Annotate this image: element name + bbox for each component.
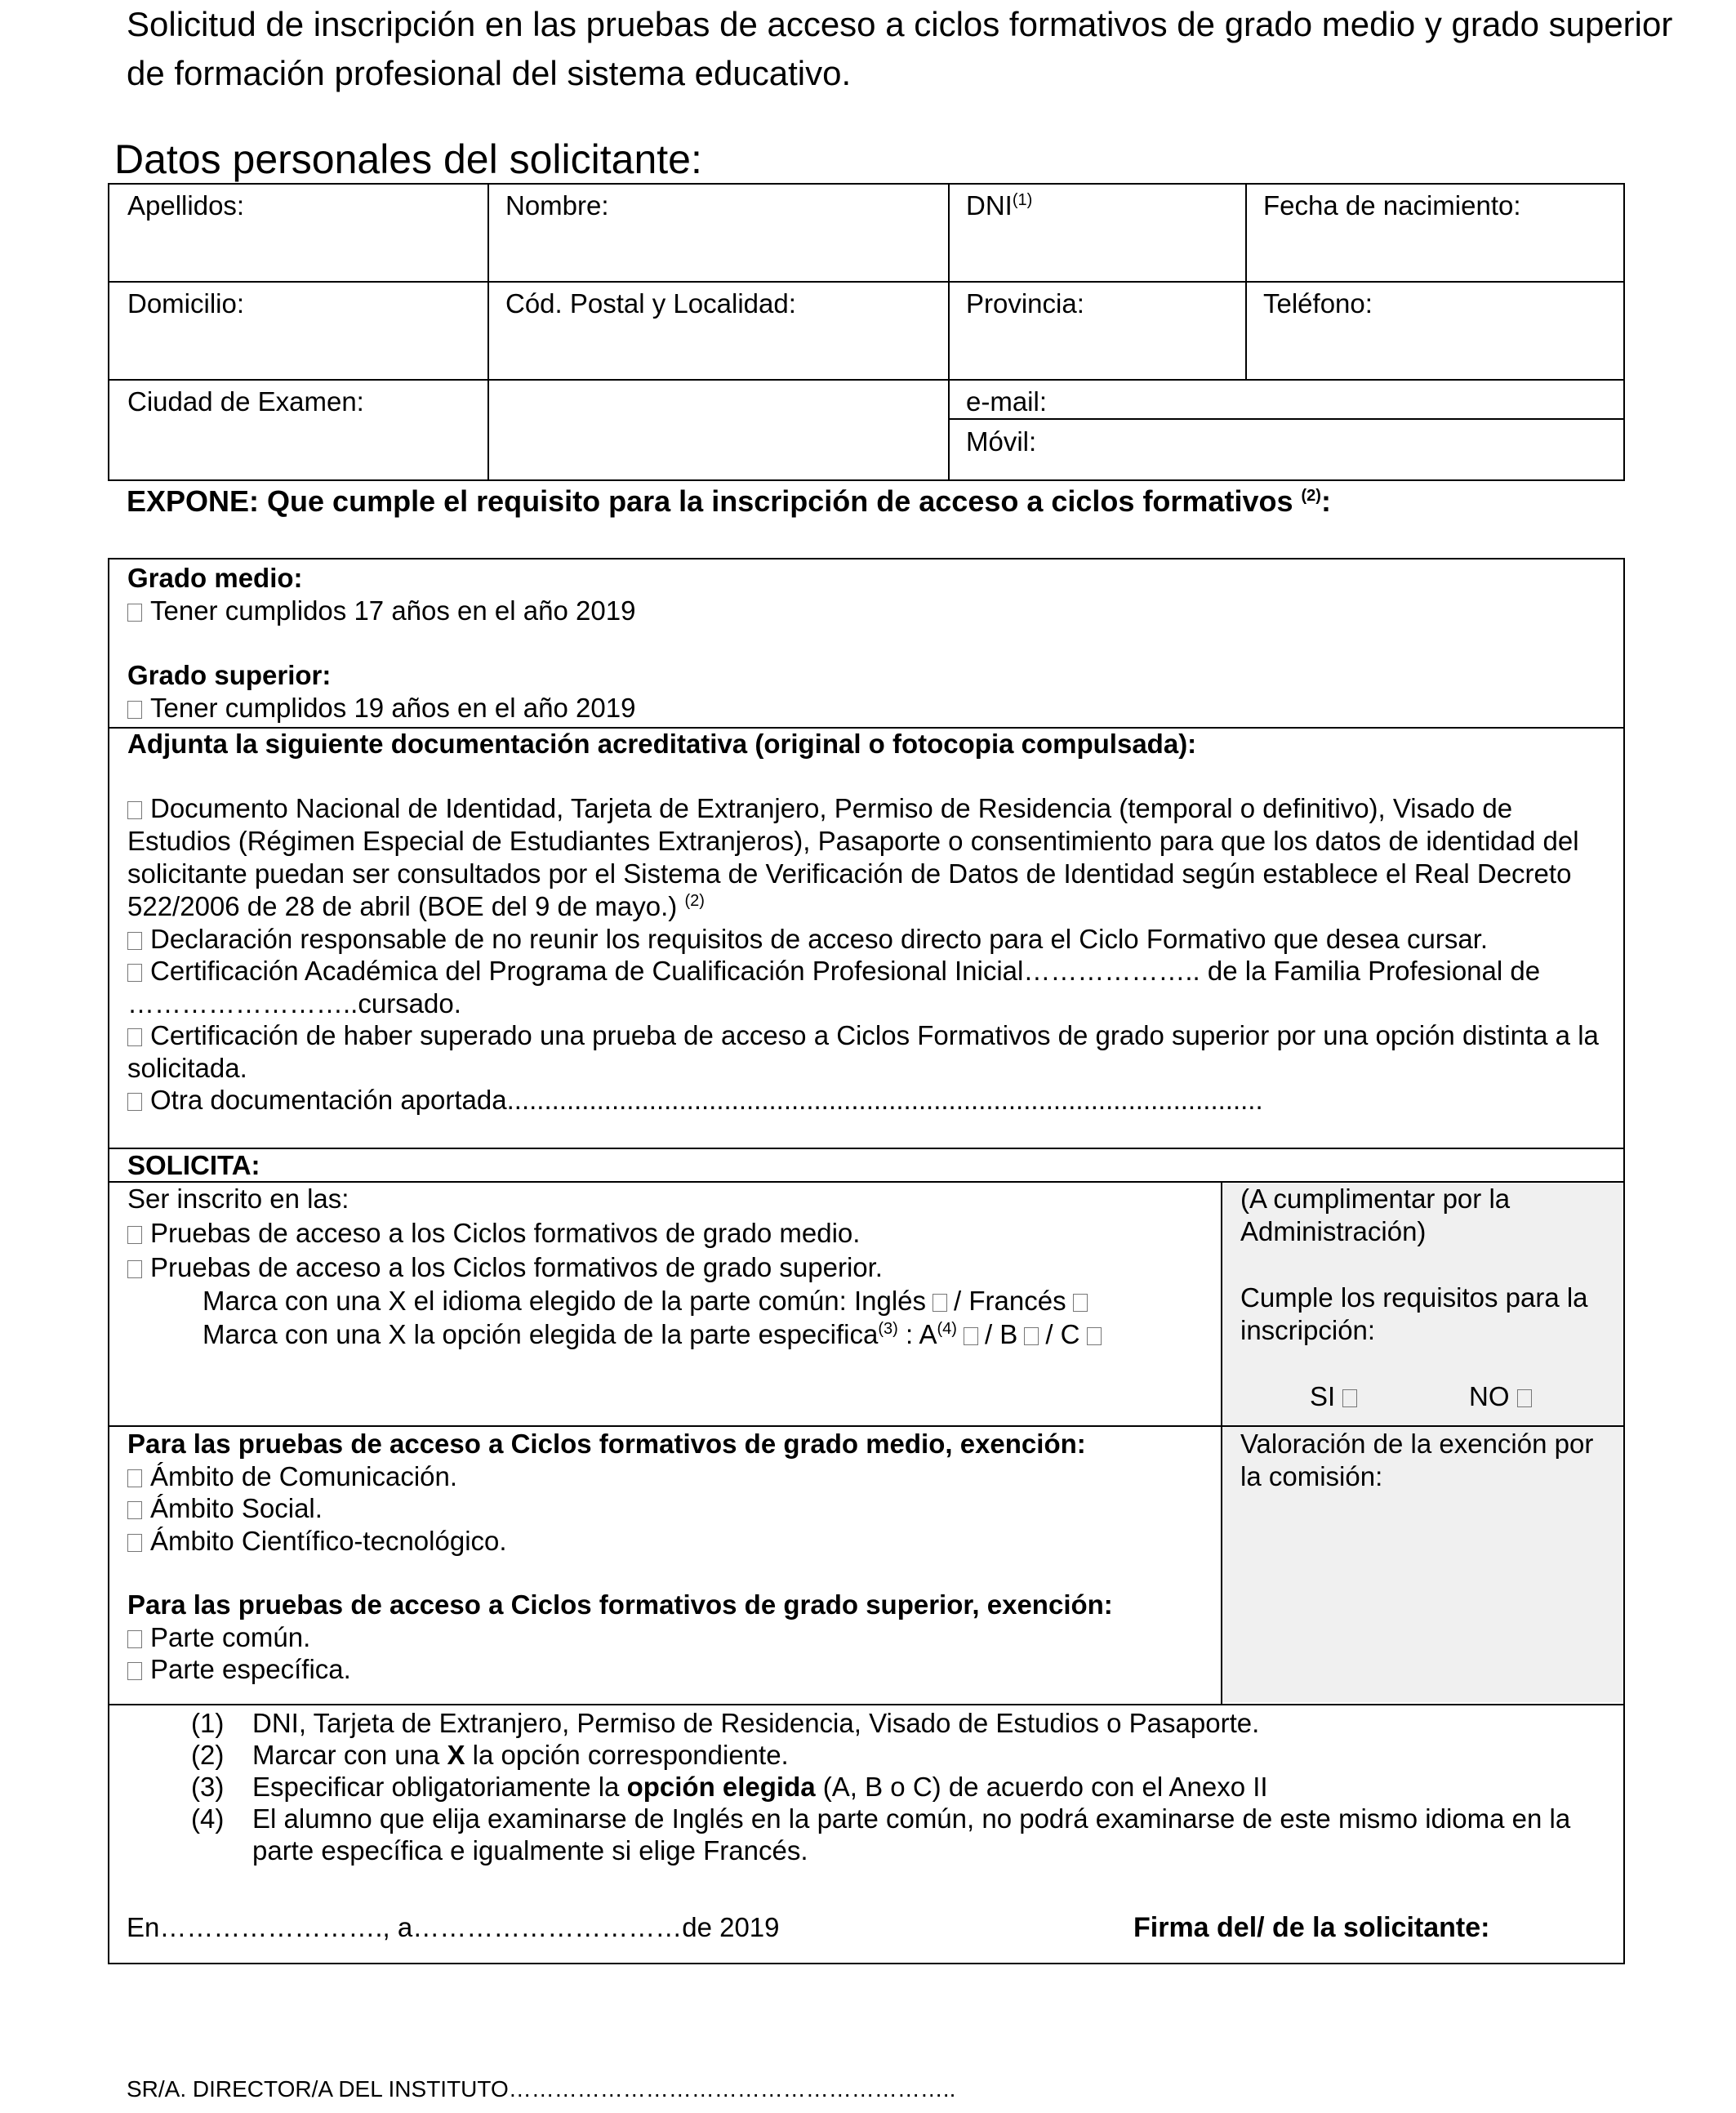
exencion-medio-heading: Para las pruebas de acceso a Ciclos formativos de grado medio, exención: (127, 1429, 1086, 1459)
checkbox[interactable] (127, 1501, 142, 1519)
checkbox[interactable] (127, 1028, 142, 1046)
checkbox[interactable] (127, 1534, 142, 1552)
admin-note: (A cumplimentar por la Administración) (1240, 1184, 1511, 1246)
telefono-field[interactable] (1247, 322, 1622, 379)
cp-localidad-field[interactable] (489, 322, 946, 379)
form-title: Solicitud de inscripción en las pruebas de acceso a ciclos formativos de grado medio y grado superior de formación profesional del sistema educativo. (127, 5, 1673, 92)
opcion-c-checkbox[interactable] (1087, 1327, 1102, 1345)
checkbox[interactable] (127, 1260, 142, 1278)
checkbox[interactable] (127, 1469, 142, 1487)
footnote-number: (1) (191, 1708, 225, 1738)
ser-inscrito-label: Ser inscrito en las: (127, 1184, 349, 1214)
firma-label: Firma del/ de la solicitante: (1133, 1912, 1490, 1943)
telefono-label: Teléfono: (1263, 288, 1373, 319)
doc-declaracion-option[interactable]: Declaración responsable de no reunir los requisitos de acceso directo para el Ciclo Formativo que desea cursar. (127, 923, 1605, 956)
dni-label: DNI$^{(1)}$ (966, 190, 1033, 221)
ciudad-examen-field[interactable] (489, 381, 946, 479)
checkbox[interactable] (127, 1093, 142, 1111)
email-field[interactable] (1057, 381, 1620, 417)
fecha-nacimiento-field[interactable] (1247, 224, 1622, 281)
checkbox[interactable] (127, 701, 142, 719)
prueba-medio-option[interactable]: Pruebas de acceso a los Ciclos formativos de grado medio. (127, 1217, 860, 1250)
doc-dni-option[interactable]: Documento Nacional de Identidad, Tarjeta de Extranjero, Permiso de Residencia (temporal o definitivo), Visado de Estudios (Régimen Especial de Estudiantes Extranjeros), Pasaporte o consentimiento para que los datos de identidad del solicitante puedan ser consultados por el Sistema de Verificación de Datos de Identidad según establece el Real Decreto 522/2006 de 28 de abril (BOE del 9 de mayo.) $^{(2)}$ (127, 793, 1579, 921)
si-checkbox[interactable] (1342, 1389, 1357, 1407)
doc-prueba-superada-option[interactable]: Certificación de haber superado una prueba de acceso a Ciclos Formativos de grado superior por una opción distinta a la solicitada. (127, 1020, 1599, 1083)
grado-medio-heading: Grado medio: (127, 563, 303, 593)
email-label: e-mail: (966, 386, 1048, 417)
movil-field[interactable] (1057, 421, 1620, 478)
idioma-selection: Marca con una X el idioma elegido de la parte común: Inglés / Francés (203, 1285, 1094, 1317)
ambito-social-option[interactable]: Ámbito Social. (127, 1492, 323, 1525)
parte-comun-option[interactable]: Parte común. (127, 1621, 310, 1654)
lugar-fecha-line: En……………………., a…………………………de 2019 (127, 1912, 780, 1942)
movil-label: Móvil: (966, 426, 1037, 457)
checkbox[interactable] (127, 932, 142, 950)
grado-medio-option[interactable]: Tener cumplidos 17 años en el año 2019 (127, 595, 635, 627)
provincia-field[interactable] (950, 322, 1244, 379)
personal-data-heading: Datos personales del solicitante: (114, 136, 702, 182)
cumple-requisitos-label: Cumple los requisitos para la inscripción: (1240, 1282, 1588, 1345)
footnote-text: DNI, Tarjeta de Extranjero, Permiso de Residencia, Visado de Estudios o Pasaporte. (252, 1708, 1260, 1738)
expone-heading: EXPONE: Que cumple el requisito para la inscripción de acceso a ciclos formativos $^{(2)}$: (127, 484, 1331, 518)
dni-field[interactable] (950, 224, 1244, 281)
footnote-text: El alumno que elija examinarse de Inglés en la parte común, no podrá examinarse de este mismo idioma en la parte específica e igualmente si elige Francés. (252, 1803, 1571, 1866)
apellidos-field[interactable] (109, 224, 487, 281)
cp-localidad-label: Cód. Postal y Localidad: (505, 288, 796, 319)
footnote-number: (3) (191, 1772, 225, 1802)
provincia-label: Provincia: (966, 288, 1084, 319)
ciudad-examen-label: Ciudad de Examen: (127, 386, 364, 417)
opcion-selection: Marca con una X la opción elegida de la parte especifica$^{(3)}$ : $A^{(4)}$ / B / C (203, 1318, 1108, 1351)
domicilio-label: Domicilio: (127, 288, 245, 319)
solicita-heading: SOLICITA: (127, 1150, 260, 1180)
footnote-text: Especificar obligatoriamente la opción elegida (A, B o C) de acuerdo con el Anexo II (252, 1772, 1268, 1802)
frances-checkbox[interactable] (1073, 1294, 1088, 1312)
apellidos-label: Apellidos: (127, 190, 245, 221)
ambito-comunicacion-option[interactable]: Ámbito de Comunicación. (127, 1460, 457, 1493)
footnote-number: (4) (191, 1803, 225, 1834)
ingles-checkbox[interactable] (933, 1294, 947, 1312)
grado-superior-heading: Grado superior: (127, 660, 332, 690)
checkbox[interactable] (127, 801, 142, 819)
exencion-superior-heading: Para las pruebas de acceso a Ciclos formativos de grado superior, exención: (127, 1589, 1113, 1620)
footnote-number: (2) (191, 1740, 225, 1770)
nombre-field[interactable] (489, 224, 946, 281)
opcion-a-checkbox[interactable] (964, 1327, 978, 1345)
checkbox[interactable] (127, 1226, 142, 1244)
checkbox[interactable] (127, 1662, 142, 1680)
adjunta-heading: Adjunta la siguiente documentación acreditativa (original o fotocopia compulsada): (127, 729, 1197, 759)
grado-superior-option[interactable]: Tener cumplidos 19 años en el año 2019 (127, 692, 635, 724)
checkbox[interactable] (127, 604, 142, 622)
signature-field[interactable] (1133, 1948, 1623, 2062)
addressee: SR/A. DIRECTOR/A DEL INSTITUTO………………………………………………….. (127, 2076, 956, 2102)
ambito-cientifico-option[interactable]: Ámbito Científico-tecnológico. (127, 1525, 507, 1558)
nombre-label: Nombre: (505, 190, 609, 221)
footnote-text: Marcar con una X la opción correspondiente. (252, 1740, 789, 1770)
prueba-superior-option[interactable]: Pruebas de acceso a los Ciclos formativos de grado superior. (127, 1251, 883, 1284)
requirements-table (108, 558, 1625, 1964)
checkbox[interactable] (127, 964, 142, 982)
opcion-b-checkbox[interactable] (1024, 1327, 1039, 1345)
personal-data-table (108, 183, 1625, 481)
doc-otra-option[interactable]: Otra documentación aportada..................................................................................................... (127, 1084, 1605, 1117)
no-checkbox[interactable] (1517, 1389, 1532, 1407)
valoracion-label: Valoración de la exención por la comisión: (1240, 1429, 1594, 1491)
parte-especifica-option[interactable]: Parte específica. (127, 1653, 351, 1686)
doc-certificacion-pcpi-option[interactable]: Certificación Académica del Programa de Cualificación Profesional Inicial……………….. de la Familia Profesional de ……………………..cursado. (127, 956, 1541, 1019)
si-option[interactable]: SI (1310, 1380, 1365, 1413)
checkbox[interactable] (127, 1630, 142, 1648)
fecha-nacimiento-label: Fecha de nacimiento: (1263, 190, 1521, 221)
no-option[interactable]: NO (1469, 1380, 1540, 1413)
domicilio-field[interactable] (109, 322, 487, 379)
